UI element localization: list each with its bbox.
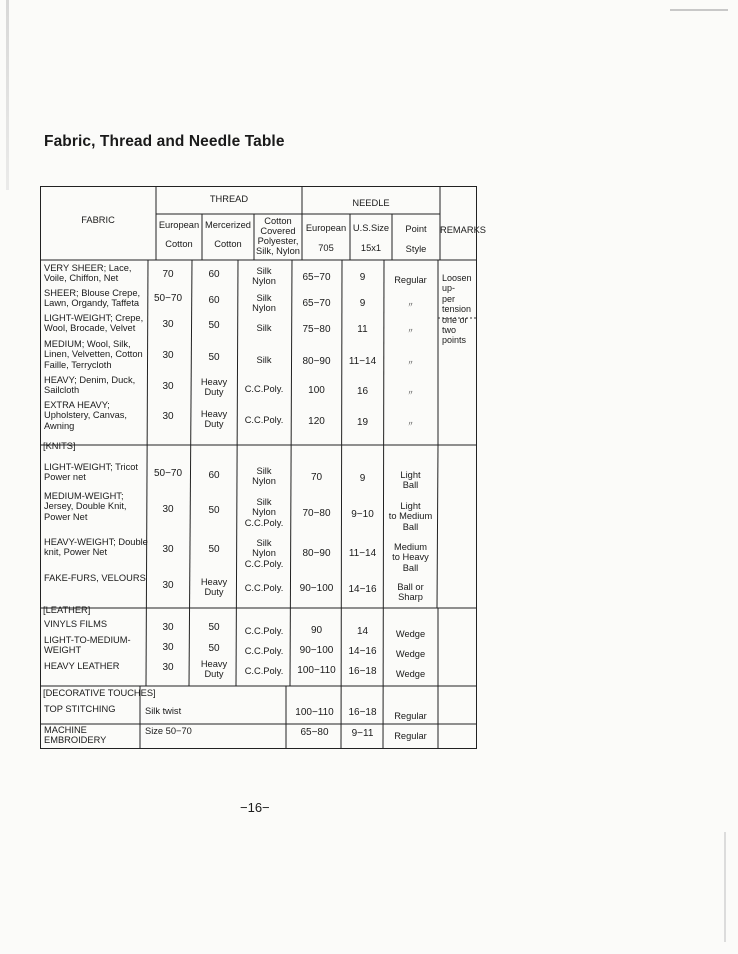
row-us-size: 9 [359, 298, 366, 309]
row-covered-thread: C.C.Poly. [244, 646, 284, 656]
row-point-style: Regular [394, 275, 427, 285]
row-mercerized: 50 [208, 544, 220, 555]
row-us-size: 16 [356, 386, 369, 397]
woven-remark: Loosen up- per tension one or two points [442, 273, 472, 346]
row-us-size: 9−10 [351, 509, 374, 520]
row-mercerized: 50 [208, 643, 220, 654]
row-needle-european: 90−100 [299, 583, 334, 594]
header-us-size-top: U.S.Size [352, 223, 390, 233]
row-thread: Size 50−70 [145, 726, 192, 736]
row-needle-european: 100−110 [297, 665, 336, 676]
row-mercerized: 60 [208, 269, 220, 280]
row-needle-european: 65−80 [300, 727, 329, 738]
header-remarks: REMARKS [440, 225, 486, 235]
row-fabric: HEAVY; Denim, Duck, Sailcloth [44, 375, 136, 396]
row-european-cotton: 30 [162, 350, 174, 361]
header-point-top: Point [405, 224, 427, 234]
row-needle-european: 100−110 [295, 707, 334, 718]
row-fabric: MEDIUM-WEIGHT; Jersey, Double Knit, Power Net [44, 491, 127, 522]
row-us-size: 16−18 [348, 666, 377, 677]
row-covered-thread: C.C.Poly. [244, 666, 284, 676]
row-needle-european: 65−70 [302, 272, 331, 283]
row-fabric: VERY SHEER; Lace, Voile, Chiffon, Net [44, 263, 132, 284]
row-point-style: Wedge [395, 629, 426, 639]
header-us-size-bottom: 15x1 [360, 243, 382, 253]
row-needle-european: 70 [310, 472, 323, 483]
fabric-thread-needle-table [40, 186, 486, 750]
header-european-cotton-top: European [158, 220, 200, 230]
header-needle-european-bottom: 705 [318, 243, 334, 253]
row-fabric: FAKE-FURS, VELOURS [44, 573, 146, 583]
scan-top-mark [670, 9, 728, 11]
row-point-style: Wedge [395, 669, 426, 679]
header-cotton-covered: Cotton Covered Polyester, Silk, Nylon [256, 216, 300, 256]
header-thread: THREAD [209, 194, 249, 204]
row-point-style: Regular [394, 731, 427, 741]
page-number: −16− [240, 800, 270, 815]
row-needle-european: 120 [308, 416, 325, 427]
row-needle-european: 100 [308, 385, 325, 396]
row-covered-thread: Silk [256, 323, 272, 333]
row-covered-thread: C.C.Poly. [244, 626, 284, 636]
row-covered-thread: Silk Nylon C.C.Poly. [244, 497, 284, 528]
section-leather: [LEATHER] [43, 605, 91, 615]
row-fabric: HEAVY LEATHER [44, 661, 120, 671]
page-title: Fabric, Thread and Needle Table [44, 133, 285, 150]
row-needle-european: 70−80 [302, 508, 331, 519]
row-mercerized: Heavy Duty [200, 409, 228, 430]
header-mercerized-top: Mercerized [205, 220, 251, 230]
row-european-cotton: 30 [162, 544, 174, 555]
row-point-style: Ball or Sharp [397, 582, 424, 603]
row-european-cotton: 30 [162, 381, 174, 392]
row-mercerized: Heavy Duty [200, 377, 228, 398]
row-covered-thread: C.C.Poly. [244, 384, 284, 394]
row-european-cotton: 30 [162, 662, 174, 673]
row-fabric: LIGHT-TO-MEDIUM- WEIGHT [44, 635, 131, 656]
row-point-style: 〃 [407, 302, 414, 309]
row-fabric: HEAVY-WEIGHT; Double knit, Power Net [44, 537, 148, 558]
row-point-style: Wedge [395, 649, 426, 659]
row-us-size: 14−16 [348, 646, 377, 657]
row-covered-thread: C.C.Poly. [244, 415, 284, 425]
row-european-cotton: 30 [162, 319, 174, 330]
row-covered-thread: Silk Nylon [252, 266, 276, 287]
row-fabric: MEDIUM; Wool, Silk, Linen, Velvetten, Cotton Faille, Terrycloth [44, 339, 143, 370]
header-needle-european-top: European [305, 223, 347, 233]
row-us-size: 11−14 [348, 356, 377, 367]
scan-edge-mark [6, 0, 9, 190]
scan-edge-mark-right [724, 832, 726, 942]
row-point-style: Medium to Heavy Ball [392, 542, 429, 573]
row-point-style: 〃 [407, 390, 414, 397]
row-fabric: TOP STITCHING [44, 704, 116, 714]
row-mercerized: 60 [208, 470, 220, 481]
section-knits: [KNITS] [43, 441, 76, 451]
header-needle: NEEDLE [352, 198, 390, 208]
header-mercerized-bottom: Cotton [214, 239, 242, 249]
row-covered-thread: Silk Nylon [252, 466, 276, 487]
row-us-size: 19 [356, 417, 369, 428]
row-point-style: Regular [394, 711, 427, 721]
row-us-size: 9 [359, 473, 366, 484]
row-fabric: LIGHT-WEIGHT; Tricot Power net [44, 462, 139, 483]
row-us-size: 14 [356, 626, 369, 637]
row-needle-european: 90−100 [299, 645, 334, 656]
row-point-style: Light Ball [400, 470, 421, 491]
row-european-cotton: 30 [162, 642, 174, 653]
header-fabric: FABRIC [81, 215, 115, 225]
row-us-size: 9 [359, 272, 366, 283]
row-covered-thread: Silk Nylon [252, 293, 276, 314]
row-point-style: Light to Medium Ball [388, 501, 433, 532]
row-point-style: 〃 [407, 328, 414, 335]
row-us-size: 14−16 [348, 584, 377, 595]
row-point-style: 〃 [407, 360, 414, 367]
header-european-cotton-bottom: Cotton [165, 239, 193, 249]
row-mercerized: 50 [208, 505, 220, 516]
row-needle-european: 80−90 [302, 548, 331, 559]
row-european-cotton: 30 [162, 411, 174, 422]
row-mercerized: Heavy Duty [200, 659, 228, 680]
row-mercerized: 50 [208, 352, 220, 363]
section-decorative: [DECORATIVE TOUCHES] [43, 688, 156, 698]
row-mercerized: 60 [208, 295, 220, 306]
row-us-size: 11 [357, 324, 368, 335]
row-european-cotton: 50−70 [153, 293, 183, 304]
row-european-cotton: 70 [162, 269, 174, 280]
row-fabric: SHEER; Blouse Crepe, Lawn, Organdy, Taffeta [44, 288, 141, 309]
row-fabric: LIGHT-WEIGHT; Crepe, Wool, Brocade, Velvet [44, 313, 144, 334]
row-european-cotton: 30 [162, 622, 174, 633]
row-european-cotton: 50−70 [153, 468, 183, 479]
row-needle-european: 75−80 [302, 324, 331, 335]
row-needle-european: 65−70 [302, 298, 331, 309]
row-mercerized: Heavy Duty [200, 577, 228, 598]
row-european-cotton: 30 [162, 504, 174, 515]
row-mercerized: 50 [208, 622, 220, 633]
row-us-size: 11−14 [348, 548, 377, 559]
row-fabric: MACHINE EMBROIDERY [44, 725, 107, 746]
header-point-bottom: Style [405, 244, 427, 254]
row-european-cotton: 30 [162, 580, 174, 591]
row-fabric: EXTRA HEAVY; Upholstery, Canvas, Awning [44, 400, 128, 431]
row-covered-thread: Silk Nylon C.C.Poly. [244, 538, 284, 569]
row-needle-european: 80−90 [302, 356, 331, 367]
row-us-size: 9−11 [351, 728, 374, 739]
row-needle-european: 90 [310, 625, 323, 636]
row-us-size: 16−18 [348, 707, 377, 718]
row-covered-thread: Silk [256, 355, 272, 365]
row-thread: Silk twist [145, 706, 182, 716]
row-mercerized: 50 [208, 320, 220, 331]
row-point-style: 〃 [407, 421, 414, 428]
row-covered-thread: C.C.Poly. [244, 583, 284, 593]
row-fabric: VINYLS FILMS [44, 619, 108, 629]
